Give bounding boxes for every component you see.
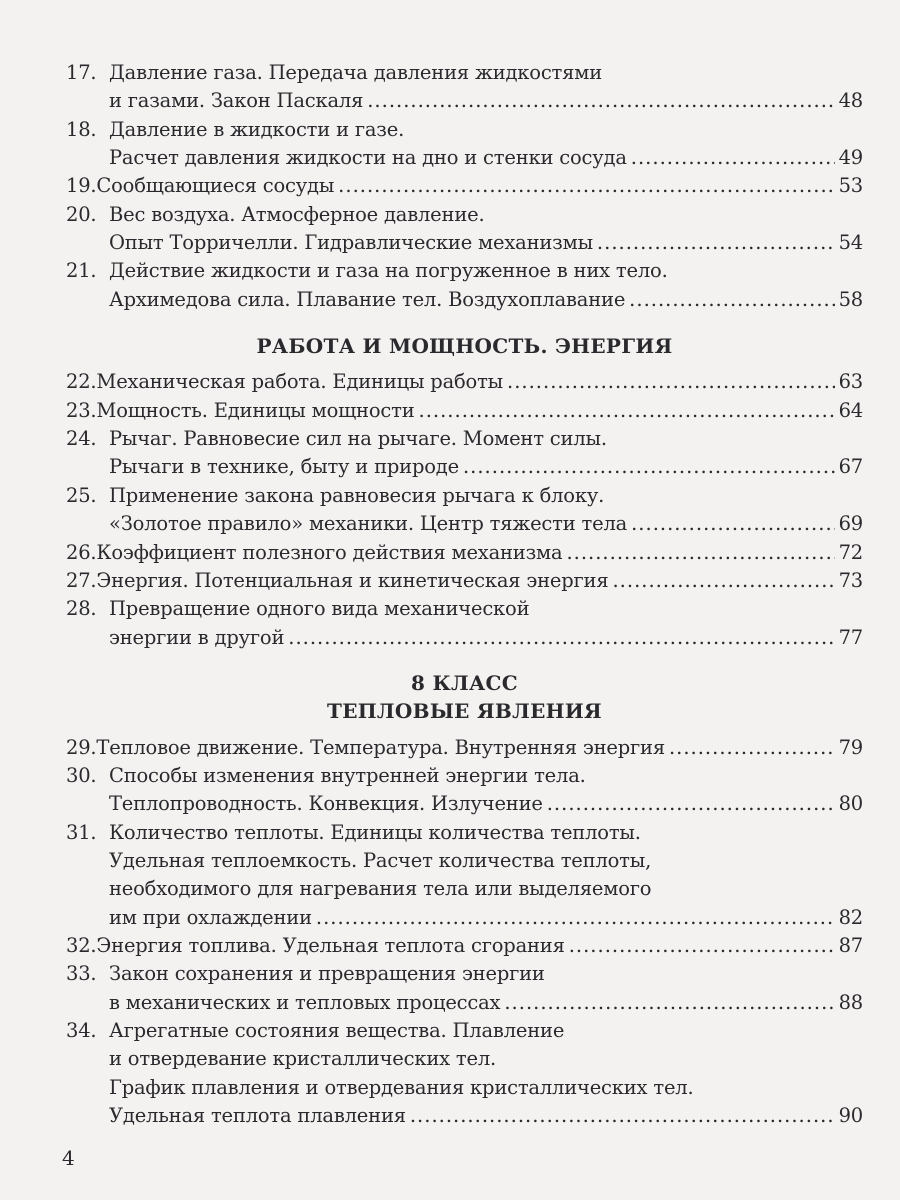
entry-title: Давление в жидкости и газе. [109, 117, 405, 141]
section-heading: ТЕПЛОВЫЕ ЯВЛЕНИЯ [327, 699, 602, 724]
entry-page-number: 53 [838, 174, 863, 198]
entry-number: 17. [66, 61, 97, 84]
entry-title: Тепловое движение. Температура. Внутренняя энергия [96, 735, 665, 759]
toc-entry-line [66, 286, 863, 314]
toc-entry [66, 201, 863, 258]
entry-page-number: 58 [838, 287, 863, 311]
toc-entry [66, 257, 863, 314]
entry-page-number: 54 [838, 231, 863, 255]
entry-title: Закон сохранения и превращения энергии [109, 962, 545, 986]
entry-title: Коэффициент полезного действия механизма [96, 540, 563, 564]
toc-entry [66, 734, 863, 762]
entry-page-number: 77 [838, 625, 863, 649]
toc-entry-line [66, 989, 863, 1017]
toc-entry-line [66, 790, 863, 818]
toc-entry-line [66, 425, 863, 453]
toc-entry-line [66, 144, 863, 172]
toc-entry-line [66, 762, 863, 790]
entry-number: 34. [66, 1019, 97, 1042]
toc-entry [66, 539, 863, 567]
toc-entry [66, 482, 863, 539]
entry-page-number: 82 [838, 905, 863, 929]
toc-entry [66, 1017, 863, 1130]
toc-entry-line [66, 453, 863, 481]
toc-entry [66, 59, 863, 116]
entry-page-number: 90 [838, 1104, 863, 1128]
toc-entry-line [66, 1102, 863, 1130]
entry-title: Превращение одного вида механической [109, 597, 530, 621]
toc-entry [66, 960, 863, 1017]
entry-page-number: 63 [838, 370, 863, 394]
entry-number: 21. [66, 259, 97, 283]
entry-number: 31. [66, 820, 97, 844]
toc-entry-line [66, 539, 863, 567]
toc-entry [66, 819, 863, 932]
dot-leader [504, 989, 834, 1017]
entry-page-number: 49 [838, 146, 863, 170]
section-heading: РАБОТА И МОЩНОСТЬ. ЭНЕРГИЯ [256, 334, 673, 359]
entry-page-number: 72 [838, 540, 863, 564]
toc-entry-line [66, 595, 863, 623]
entry-number: 23. [66, 398, 97, 422]
dot-leader [367, 87, 834, 115]
toc-entry-line [66, 1017, 863, 1045]
entry-title: Архимедова сила. Плавание тел. Воздухоплавание [109, 287, 626, 311]
entry-title: и отвердевание кристаллических тел. [109, 1047, 497, 1071]
dot-leader [669, 734, 835, 762]
toc-entry-line [66, 116, 863, 144]
toc-entry-line [66, 87, 863, 115]
entry-title: Сообщающиеся сосуды [96, 174, 335, 198]
table-of-contents [66, 59, 863, 1130]
toc-entry-line [66, 960, 863, 988]
dot-leader [612, 567, 834, 595]
entry-title: Рычаг. Равновесие сил на рычаге. Момент силы. [109, 427, 607, 451]
entry-title: Удельная теплота плавления [109, 1104, 406, 1128]
entry-page-number: 69 [838, 512, 863, 536]
toc-entry [66, 425, 863, 482]
dot-leader [569, 932, 835, 960]
section-heading: 8 КЛАСС [411, 670, 518, 695]
entry-number: 28. [66, 597, 97, 621]
entry-title: энергии в другой [109, 625, 285, 649]
dot-leader [507, 368, 835, 396]
entry-number: 24. [66, 427, 97, 451]
entry-title: График плавления и отвердевания кристаллических тел. [109, 1075, 694, 1099]
entry-title: Агрегатные состояния вещества. Плавление [109, 1019, 565, 1042]
entry-number: 26. [66, 540, 97, 564]
entry-title: в механических и тепловых процессах [109, 990, 501, 1014]
toc-entry-line [66, 932, 863, 960]
toc-entry [66, 932, 863, 960]
entry-title: Расчет давления жидкости на дно и стенки сосуда [109, 146, 627, 170]
toc-entry-line [66, 510, 863, 538]
toc-entry-line [66, 904, 863, 932]
toc-entry-line [66, 229, 863, 257]
entry-title: Применение закона равновесия рычага к блоку. [109, 483, 605, 507]
entry-title: Способы изменения внутренней энергии тела. [109, 763, 586, 787]
toc-entry-line [66, 1074, 863, 1102]
entry-page-number: 73 [838, 568, 863, 592]
toc-entry-line [66, 172, 863, 200]
entry-number: 27. [66, 568, 97, 592]
entry-title: Опыт Торричелли. Гидравлические механизмы [109, 231, 593, 255]
entry-number: 19. [66, 174, 97, 198]
dot-leader [338, 172, 834, 200]
dot-leader [566, 539, 834, 567]
entry-number: 18. [66, 117, 97, 141]
entry-number: 25. [66, 483, 97, 507]
page-number: 4 [62, 1146, 75, 1170]
toc-entry-line [66, 875, 863, 903]
toc-entry [66, 116, 863, 173]
dot-leader [288, 624, 834, 652]
entry-title: Количество теплоты. Единицы количества теплоты. [109, 820, 641, 844]
toc-entry-line [66, 257, 863, 285]
entry-title: Механическая работа. Единицы работы [96, 370, 503, 394]
dot-leader [547, 790, 835, 818]
entry-number: 33. [66, 962, 97, 986]
dot-leader [419, 397, 835, 425]
entry-page-number: 67 [838, 455, 863, 479]
dot-leader [463, 453, 835, 481]
toc-entry-line [66, 847, 863, 875]
toc-entry-line [66, 567, 863, 595]
entry-title: им при охлаждении [109, 905, 312, 929]
entry-title: Давление газа. Передача давления жидкостями [109, 61, 603, 84]
entry-number: 32. [66, 933, 97, 957]
entry-title: Вес воздуха. Атмосферное давление. [109, 202, 485, 226]
entry-title: Теплопроводность. Конвекция. Излучение [109, 792, 543, 816]
toc-entry [66, 368, 863, 396]
dot-leader [316, 904, 835, 932]
entry-number: 30. [66, 763, 97, 787]
dot-leader [597, 229, 835, 257]
entry-title: Рычаги в технике, быту и природе [109, 455, 459, 479]
toc-entry-line [66, 734, 863, 762]
toc-entry [66, 397, 863, 425]
entry-title: Энергия. Потенциальная и кинетическая энергия [96, 568, 609, 592]
entry-title: «Золотое правило» механики. Центр тяжести тела [109, 512, 628, 536]
toc-entry-line [66, 59, 863, 87]
entry-title: Мощность. Единицы мощности [96, 398, 415, 422]
entry-number: 22. [66, 370, 97, 394]
toc-entry-line [66, 624, 863, 652]
entry-page-number: 79 [838, 735, 863, 759]
dot-leader [631, 144, 835, 172]
toc-entry [66, 595, 863, 652]
toc-entry-line [66, 201, 863, 229]
entry-page-number: 48 [838, 89, 863, 113]
toc-entry [66, 567, 863, 595]
entry-title: и газами. Закон Паскаля [109, 89, 364, 113]
toc-entry-line [66, 368, 863, 396]
entry-page-number: 87 [838, 933, 863, 957]
entry-title: Действие жидкости и газа на погруженное в них тело. [109, 259, 668, 283]
toc-entry-line [66, 482, 863, 510]
entry-page-number: 64 [838, 398, 863, 422]
toc-entry [66, 172, 863, 200]
entry-title: Энергия топлива. Удельная теплота сгорания [96, 933, 565, 957]
entry-number: 20. [66, 202, 97, 226]
dot-leader [410, 1102, 835, 1130]
dot-leader [629, 286, 834, 314]
entry-title: необходимого для нагревания тела или выделяемого [109, 877, 652, 901]
entry-page-number: 80 [838, 792, 863, 816]
toc-entry-line [66, 397, 863, 425]
entry-title: Удельная теплоемкость. Расчет количества теплоты, [109, 848, 652, 872]
entry-page-number: 88 [838, 990, 863, 1014]
toc-entry-line [66, 819, 863, 847]
toc-entry-line [66, 1045, 863, 1073]
dot-leader [631, 510, 834, 538]
toc-entry [66, 762, 863, 819]
entry-number: 29. [66, 735, 97, 759]
